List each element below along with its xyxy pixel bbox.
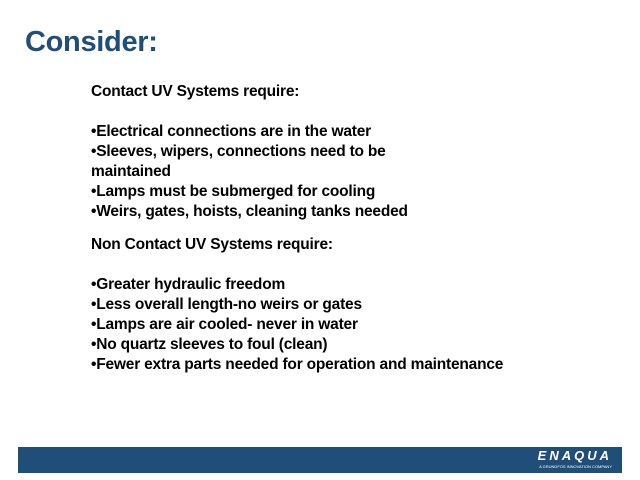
footer-bar: [18, 447, 622, 473]
noncontact-heading: Non Contact UV Systems require:: [91, 236, 333, 253]
noncontact-item: •Greater hydraulic freedom: [91, 276, 286, 293]
contact-item: •Lamps must be submerged for cooling: [91, 183, 376, 200]
spacer: [91, 102, 611, 122]
noncontact-item: •Less overall length-no weirs or gates: [91, 296, 362, 313]
contact-heading: Contact UV Systems require:: [91, 83, 300, 100]
contact-item: maintained: [91, 163, 171, 180]
noncontact-item: •No quartz sleeves to foul (clean): [91, 336, 328, 353]
slide-body: [91, 82, 611, 375]
noncontact-item: •Lamps are air cooled- never in water: [91, 316, 358, 333]
contact-item: •Electrical connections are in the water: [91, 123, 371, 140]
contact-item: •Weirs, gates, hoists, cleaning tanks needed: [91, 203, 408, 220]
company-logo: [502, 449, 612, 471]
logo-tagline: A GRUNDFOS INNOVATION COMPANY: [539, 464, 612, 469]
slide-title: Consider:: [25, 26, 158, 58]
spacer: [91, 222, 611, 235]
logo-wordmark: ENAQUA: [537, 448, 612, 463]
noncontact-item: •Fewer extra parts needed for operation and maintenance: [91, 356, 504, 373]
contact-item: •Sleeves, wipers, connections need to be: [91, 143, 386, 160]
spacer: [91, 255, 611, 275]
